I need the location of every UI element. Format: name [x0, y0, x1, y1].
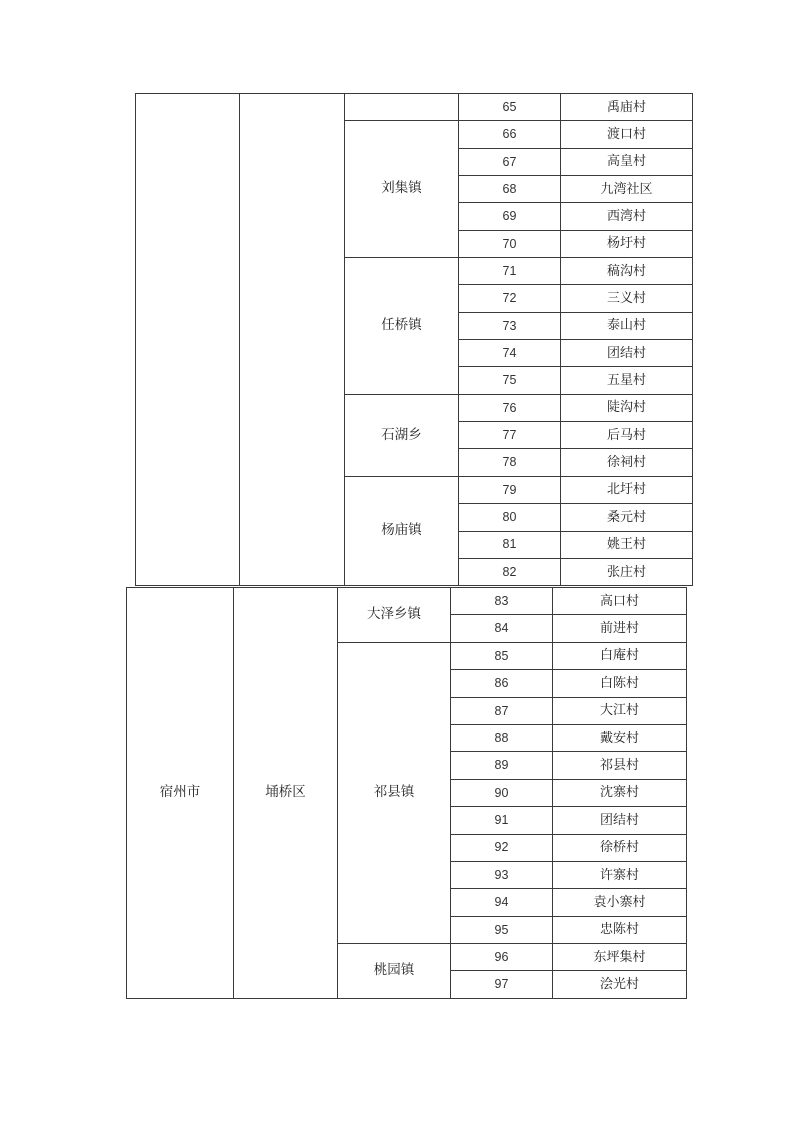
serial-number-cell: 91: [451, 807, 553, 834]
serial-number-cell: 74: [459, 340, 561, 367]
town-cell: 祁县镇: [338, 642, 451, 943]
serial-number-cell: 88: [451, 724, 553, 751]
city-cell: 宿州市: [127, 588, 234, 999]
serial-number-cell: 77: [459, 422, 561, 449]
village-name-cell: 西湾村: [561, 203, 693, 230]
village-name-cell: 祁县村: [553, 752, 687, 779]
village-name-cell: 前进村: [553, 615, 687, 642]
village-name-cell: 后马村: [561, 422, 693, 449]
village-name-cell: 徐桥村: [553, 834, 687, 861]
village-name-cell: 渡口村: [561, 121, 693, 148]
table-row: [136, 94, 693, 121]
serial-number-cell: 70: [459, 230, 561, 257]
serial-number-cell: 79: [459, 476, 561, 503]
town-cell: 刘集镇: [345, 121, 459, 258]
serial-number-cell: 97: [451, 971, 553, 998]
serial-number-cell: 84: [451, 615, 553, 642]
village-name-cell: 白陈村: [553, 670, 687, 697]
village-name-cell: 徐祠村: [561, 449, 693, 476]
village-name-cell: 团结村: [561, 340, 693, 367]
serial-number-cell: 86: [451, 670, 553, 697]
serial-number-cell: 94: [451, 889, 553, 916]
village-name-cell: 稿沟村: [561, 258, 693, 285]
village-name-cell: 禹庙村: [561, 94, 693, 121]
village-name-cell: 许寨村: [553, 861, 687, 888]
village-name-cell: 戴安村: [553, 724, 687, 751]
district-cell: 埇桥区: [234, 588, 338, 999]
serial-number-cell: 65: [459, 94, 561, 121]
serial-number-cell: 93: [451, 861, 553, 888]
serial-number-cell: 69: [459, 203, 561, 230]
village-name-cell: 忠陈村: [553, 916, 687, 943]
serial-number-cell: 89: [451, 752, 553, 779]
serial-number-cell: 92: [451, 834, 553, 861]
serial-number-cell: 67: [459, 148, 561, 175]
village-name-cell: 高口村: [553, 588, 687, 615]
village-name-cell: 泰山村: [561, 312, 693, 339]
district-cell: [240, 94, 345, 586]
village-name-cell: 桑元村: [561, 504, 693, 531]
village-name-cell: 五星村: [561, 367, 693, 394]
serial-number-cell: 83: [451, 588, 553, 615]
town-cell: 任桥镇: [345, 258, 459, 395]
serial-number-cell: 66: [459, 121, 561, 148]
town-cell: 石湖乡: [345, 394, 459, 476]
serial-number-cell: 72: [459, 285, 561, 312]
serial-number-cell: 71: [459, 258, 561, 285]
town-cell: [345, 94, 459, 121]
serial-number-cell: 87: [451, 697, 553, 724]
village-name-cell: 陡沟村: [561, 394, 693, 421]
serial-number-cell: 82: [459, 558, 561, 585]
village-name-cell: 沈寨村: [553, 779, 687, 806]
village-name-cell: 姚王村: [561, 531, 693, 558]
town-cell: 桃园镇: [338, 944, 451, 999]
serial-number-cell: 81: [459, 531, 561, 558]
village-name-cell: 张庄村: [561, 558, 693, 585]
table-row: [127, 588, 687, 615]
serial-number-cell: 96: [451, 944, 553, 971]
village-name-cell: 袁小寨村: [553, 889, 687, 916]
serial-number-cell: 68: [459, 176, 561, 203]
serial-number-cell: 76: [459, 394, 561, 421]
village-name-cell: 白庵村: [553, 642, 687, 669]
village-name-cell: 大江村: [553, 697, 687, 724]
serial-number-cell: 85: [451, 642, 553, 669]
village-name-cell: 九湾社区: [561, 176, 693, 203]
village-table-bottom: [126, 587, 687, 999]
town-cell: 杨庙镇: [345, 476, 459, 585]
village-table-top: [135, 93, 693, 586]
serial-number-cell: 78: [459, 449, 561, 476]
serial-number-cell: 90: [451, 779, 553, 806]
village-name-cell: 北圩村: [561, 476, 693, 503]
village-name-cell: 三义村: [561, 285, 693, 312]
serial-number-cell: 73: [459, 312, 561, 339]
village-name-cell: 浍光村: [553, 971, 687, 998]
village-name-cell: 高皇村: [561, 148, 693, 175]
village-name-cell: 团结村: [553, 807, 687, 834]
city-cell: [136, 94, 240, 586]
village-name-cell: 东坪集村: [553, 944, 687, 971]
serial-number-cell: 95: [451, 916, 553, 943]
town-cell: 大泽乡镇: [338, 588, 451, 643]
serial-number-cell: 75: [459, 367, 561, 394]
village-name-cell: 杨圩村: [561, 230, 693, 257]
serial-number-cell: 80: [459, 504, 561, 531]
